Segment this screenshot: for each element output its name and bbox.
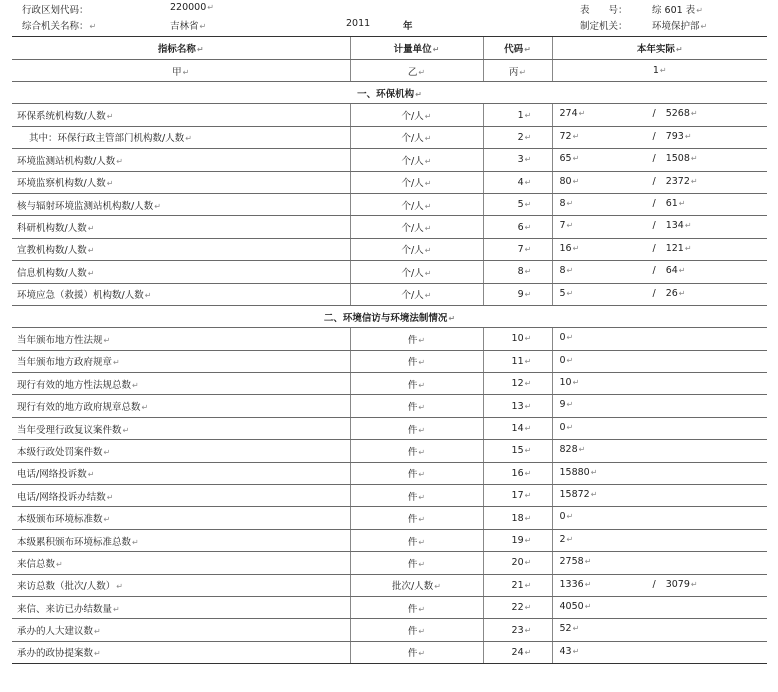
indicator-name: 环境应急（救援）机构数/人数↵ bbox=[12, 283, 350, 305]
actual-value: 15872↵ bbox=[559, 489, 598, 501]
actual-value: 0↵ bbox=[559, 421, 574, 433]
actual-value: 2↵ bbox=[559, 533, 574, 545]
code-cell: 4↵ bbox=[483, 171, 552, 193]
agency-name-value: 吉林省↵ bbox=[170, 21, 207, 32]
unit-cell: 件↵ bbox=[350, 328, 483, 350]
actual-value-cell bbox=[552, 171, 767, 193]
actual-value-cell bbox=[552, 529, 767, 551]
unit-cell: 个/人↵ bbox=[350, 193, 483, 215]
table-row bbox=[12, 395, 767, 417]
column-header-actual: 本年实际↵ bbox=[552, 37, 767, 60]
sub-header-actual: 1↵ bbox=[552, 60, 767, 82]
table-row bbox=[12, 328, 767, 350]
table-row bbox=[12, 596, 767, 618]
unit-cell: 个/人↵ bbox=[350, 216, 483, 238]
actual-value-cell bbox=[552, 373, 767, 395]
unit-cell: 件↵ bbox=[350, 440, 483, 462]
unit-cell: 个/人↵ bbox=[350, 104, 483, 126]
table-row bbox=[12, 261, 767, 283]
actual-value-cell bbox=[552, 462, 767, 484]
code-cell: 3↵ bbox=[483, 149, 552, 171]
unit-cell: 件↵ bbox=[350, 462, 483, 484]
table-row bbox=[12, 171, 767, 193]
unit-cell: 个/人↵ bbox=[350, 238, 483, 260]
actual-value: 16↵ bbox=[559, 242, 580, 254]
unit-cell: 件↵ bbox=[350, 485, 483, 507]
code-cell: 21↵ bbox=[483, 574, 552, 596]
actual-value-secondary: / 134↵ bbox=[652, 220, 692, 232]
table-row bbox=[12, 193, 767, 215]
table-row bbox=[12, 149, 767, 171]
code-cell: 6↵ bbox=[483, 216, 552, 238]
actual-value-secondary: / 1508↵ bbox=[652, 153, 698, 165]
sub-header-unit: 乙↵ bbox=[350, 60, 483, 82]
table-row bbox=[12, 529, 767, 551]
actual-value: 828↵ bbox=[559, 444, 586, 456]
actual-value-cell bbox=[552, 126, 767, 148]
table-row bbox=[12, 507, 767, 529]
unit-cell: 件↵ bbox=[350, 507, 483, 529]
region-code-label: 行政区划代码： bbox=[22, 5, 89, 16]
actual-value-cell bbox=[552, 485, 767, 507]
actual-value-cell bbox=[552, 216, 767, 238]
indicator-name: 本级累积颁布环境标准总数↵ bbox=[12, 529, 350, 551]
indicator-name: 来信、来访已办结数量↵ bbox=[12, 596, 350, 618]
actual-value-cell bbox=[552, 350, 767, 372]
indicator-name: 其中：环保行政主管部门机构数/人数↵ bbox=[12, 126, 350, 148]
code-cell: 23↵ bbox=[483, 619, 552, 641]
actual-value-cell bbox=[552, 149, 767, 171]
indicator-name: 环境监测站机构数/人数↵ bbox=[12, 149, 350, 171]
indicator-name: 来访总数（批次/人数）↵ bbox=[12, 574, 350, 596]
indicator-name: 环保系统机构数/人数↵ bbox=[12, 104, 350, 126]
code-cell: 9↵ bbox=[483, 283, 552, 305]
actual-value-cell bbox=[552, 238, 767, 260]
code-cell: 18↵ bbox=[483, 507, 552, 529]
year-label: 年 bbox=[403, 21, 413, 32]
maker-label: 制定机关： bbox=[580, 21, 628, 32]
indicator-name: 当年受理行政复议案件数↵ bbox=[12, 417, 350, 439]
code-cell: 2↵ bbox=[483, 126, 552, 148]
code-cell: 24↵ bbox=[483, 641, 552, 663]
code-cell: 14↵ bbox=[483, 417, 552, 439]
actual-value-cell bbox=[552, 440, 767, 462]
unit-cell: 件↵ bbox=[350, 373, 483, 395]
region-code-value: 220000↵ bbox=[170, 2, 214, 13]
actual-value-secondary: / 61↵ bbox=[652, 197, 686, 209]
actual-value-cell bbox=[552, 619, 767, 641]
actual-value: 1336↵ bbox=[559, 578, 592, 590]
code-cell: 16↵ bbox=[483, 462, 552, 484]
column-header-unit: 计量单位↵ bbox=[350, 37, 483, 60]
indicator-name: 宣教机构数/人数↵ bbox=[12, 238, 350, 260]
indicator-name: 承办的人大建议数↵ bbox=[12, 619, 350, 641]
actual-value-cell bbox=[552, 507, 767, 529]
actual-value-cell bbox=[552, 552, 767, 574]
actual-value-secondary: / 26↵ bbox=[652, 287, 686, 299]
actual-value-secondary: / 121↵ bbox=[652, 242, 692, 254]
indicator-name: 环境监察机构数/人数↵ bbox=[12, 171, 350, 193]
sub-header-code: 丙↵ bbox=[483, 60, 552, 82]
actual-value-secondary: / 5268↵ bbox=[652, 108, 698, 120]
actual-value: 274↵ bbox=[559, 108, 586, 120]
table-row bbox=[12, 485, 767, 507]
table-row bbox=[12, 350, 767, 372]
sub-header-name: 甲↵ bbox=[12, 60, 350, 82]
actual-value-cell bbox=[552, 104, 767, 126]
indicator-name: 本级行政处罚案件数↵ bbox=[12, 440, 350, 462]
indicator-name: 当年颁布地方性法规↵ bbox=[12, 328, 350, 350]
actual-value: 8↵ bbox=[559, 197, 574, 209]
actual-value: 15880↵ bbox=[559, 466, 598, 478]
indicator-name: 承办的政协提案数↵ bbox=[12, 641, 350, 663]
indicator-name: 科研机构数/人数↵ bbox=[12, 216, 350, 238]
actual-value: 0↵ bbox=[559, 354, 574, 366]
actual-value-cell bbox=[552, 193, 767, 215]
code-cell: 19↵ bbox=[483, 529, 552, 551]
table-row bbox=[12, 417, 767, 439]
column-header-name: 指标名称↵ bbox=[12, 37, 350, 60]
unit-cell: 件↵ bbox=[350, 596, 483, 618]
indicator-name: 现行有效的地方性法规总数↵ bbox=[12, 373, 350, 395]
maker-value: 环境保护部↵ bbox=[652, 21, 708, 32]
actual-value-cell bbox=[552, 283, 767, 305]
code-cell: 20↵ bbox=[483, 552, 552, 574]
code-cell: 7↵ bbox=[483, 238, 552, 260]
unit-cell: 个/人↵ bbox=[350, 149, 483, 171]
statistics-table bbox=[12, 36, 767, 664]
table-row bbox=[12, 440, 767, 462]
sub-header-row bbox=[12, 60, 767, 82]
code-cell: 17↵ bbox=[483, 485, 552, 507]
code-cell: 12↵ bbox=[483, 373, 552, 395]
table-row bbox=[12, 238, 767, 260]
actual-value: 7↵ bbox=[559, 220, 574, 232]
table-row bbox=[12, 552, 767, 574]
unit-cell: 件↵ bbox=[350, 619, 483, 641]
section-title-row bbox=[12, 305, 767, 327]
actual-value: 43↵ bbox=[559, 645, 580, 657]
table-row bbox=[12, 641, 767, 663]
unit-cell: 件↵ bbox=[350, 417, 483, 439]
code-cell: 8↵ bbox=[483, 261, 552, 283]
code-cell: 22↵ bbox=[483, 596, 552, 618]
actual-value: 10↵ bbox=[559, 377, 580, 389]
form-number-label: 表 号： bbox=[580, 5, 628, 16]
actual-value-cell bbox=[552, 328, 767, 350]
actual-value-cell bbox=[552, 395, 767, 417]
actual-value-cell bbox=[552, 641, 767, 663]
code-cell: 11↵ bbox=[483, 350, 552, 372]
form-number-value: 综 601 表↵ bbox=[652, 5, 703, 16]
actual-value: 72↵ bbox=[559, 130, 580, 142]
indicator-name: 本级颁布环境标准数↵ bbox=[12, 507, 350, 529]
actual-value: 8↵ bbox=[559, 265, 574, 277]
actual-value-secondary: / 3079↵ bbox=[652, 578, 698, 590]
table-row bbox=[12, 104, 767, 126]
section-title: 一、环保机构↵ bbox=[12, 82, 767, 104]
indicator-name: 电话/网络投诉办结数↵ bbox=[12, 485, 350, 507]
actual-value-cell bbox=[552, 417, 767, 439]
unit-cell: 件↵ bbox=[350, 350, 483, 372]
section-title: 二、环境信访与环境法制情况↵ bbox=[12, 305, 767, 327]
form-header bbox=[0, 0, 778, 36]
table-row bbox=[12, 216, 767, 238]
agency-name-label: 综合机关名称：↵ bbox=[22, 21, 97, 32]
indicator-name: 来信总数↵ bbox=[12, 552, 350, 574]
actual-value-cell bbox=[552, 574, 767, 596]
actual-value: 0↵ bbox=[559, 332, 574, 344]
table-row bbox=[12, 574, 767, 596]
actual-value: 9↵ bbox=[559, 399, 574, 411]
actual-value-secondary: / 2372↵ bbox=[652, 175, 698, 187]
actual-value-secondary: / 64↵ bbox=[652, 265, 686, 277]
unit-cell: 个/人↵ bbox=[350, 261, 483, 283]
table-row bbox=[12, 126, 767, 148]
unit-cell: 个/人↵ bbox=[350, 126, 483, 148]
actual-value-cell bbox=[552, 596, 767, 618]
unit-cell: 件↵ bbox=[350, 552, 483, 574]
indicator-name: 电话/网络投诉数↵ bbox=[12, 462, 350, 484]
indicator-name: 核与辐射环境监测站机构数/人数↵ bbox=[12, 193, 350, 215]
table-row bbox=[12, 373, 767, 395]
actual-value: 5↵ bbox=[559, 287, 574, 299]
actual-value-secondary: / 793↵ bbox=[652, 130, 692, 142]
column-header-code: 代码↵ bbox=[483, 37, 552, 60]
section-title-row bbox=[12, 82, 767, 104]
report-year: 2011 bbox=[346, 18, 371, 29]
actual-value: 2758↵ bbox=[559, 556, 592, 568]
actual-value: 52↵ bbox=[559, 623, 580, 635]
table-row bbox=[12, 619, 767, 641]
actual-value: 65↵ bbox=[559, 153, 580, 165]
unit-cell: 批次/人数↵ bbox=[350, 574, 483, 596]
column-header-row bbox=[12, 37, 767, 60]
code-cell: 13↵ bbox=[483, 395, 552, 417]
unit-cell: 件↵ bbox=[350, 529, 483, 551]
table-row bbox=[12, 462, 767, 484]
unit-cell: 件↵ bbox=[350, 395, 483, 417]
indicator-name: 当年颁布地方政府规章↵ bbox=[12, 350, 350, 372]
actual-value: 0↵ bbox=[559, 511, 574, 523]
unit-cell: 个/人↵ bbox=[350, 283, 483, 305]
code-cell: 5↵ bbox=[483, 193, 552, 215]
code-cell: 1↵ bbox=[483, 104, 552, 126]
table-row bbox=[12, 283, 767, 305]
actual-value: 80↵ bbox=[559, 175, 580, 187]
indicator-name: 信息机构数/人数↵ bbox=[12, 261, 350, 283]
code-cell: 15↵ bbox=[483, 440, 552, 462]
code-cell: 10↵ bbox=[483, 328, 552, 350]
actual-value: 4050↵ bbox=[559, 600, 592, 612]
actual-value-cell bbox=[552, 261, 767, 283]
indicator-name: 现行有效的地方政府规章总数↵ bbox=[12, 395, 350, 417]
unit-cell: 件↵ bbox=[350, 641, 483, 663]
unit-cell: 个/人↵ bbox=[350, 171, 483, 193]
